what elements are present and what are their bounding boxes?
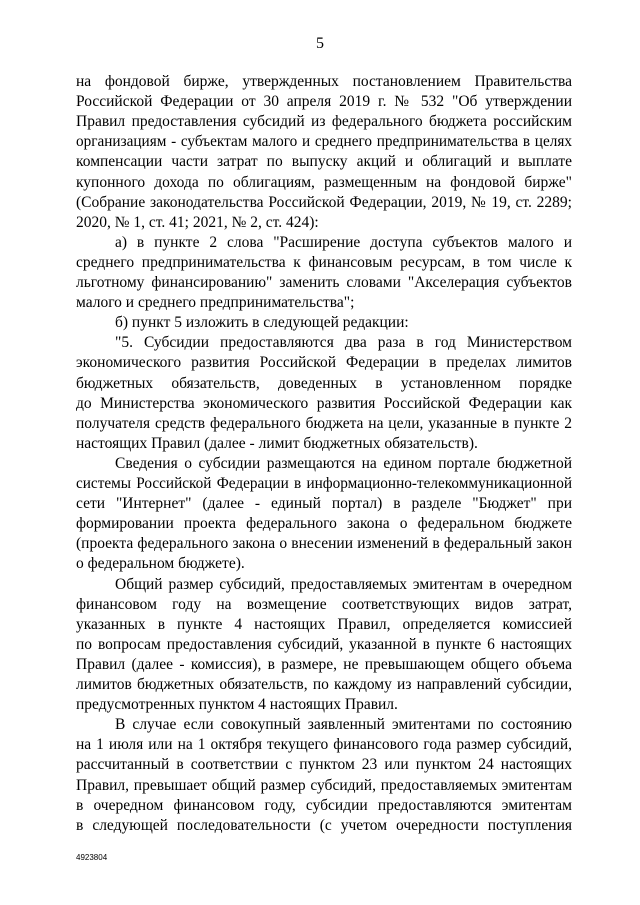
text-line: малого и среднего предпринимательства"; [76,294,355,312]
text-line: В случае если совокупный заявленный эмитентами по состоянию [115,716,572,734]
text-line: рассчитанный в соответствии с пунктом 23 или пунктом 24 настоящих [76,756,572,774]
text-line: на фондовой бирже, утвержденных постановлением Правительства [76,73,572,90]
text-line: Правил, превышает общий размер субсидий, предоставляемых эмитентам [76,776,572,794]
text-line: формировании проекта федерального закона о федеральном бюджете [76,515,572,533]
text-line: о федеральном бюджете). [76,555,245,573]
text-line: купонного дохода по облигациям, размещенным на фондовой бирже" [76,173,572,191]
document-id: 4923804 [76,853,108,862]
text-line: указанных в пункте 4 настоящих Правил, определяется комиссией [76,615,572,633]
text-line: б) пункт 5 изложить в следующей редакции: [115,314,409,332]
text-line: бюджетных обязательств, доведенных в установленном порядке [76,374,572,392]
text-line: компенсации части затрат по выпуску акций и облигаций и выплате [76,153,572,171]
text-line: сети "Интернет" (далее - единый портал) в разделе "Бюджет" при [76,495,572,513]
text-line: лимитов бюджетных обязательств, по каждому из направлений субсидии, [76,676,572,693]
text-line: среднего предпринимательства к финансовым ресурсам, в том числе к [76,253,572,271]
text-line: в очередном финансовом году, субсидии предоставляются эмитентам [76,796,572,814]
text-line: организациям - субъектам малого и среднего предпринимательства в целях [76,133,572,151]
text-line: по вопросам предоставления субсидий, указанной в пункте 6 настоящих [76,635,572,653]
text-line: на 1 июля или на 1 октября текущего финансового года размер субсидий, [76,736,572,754]
text-line: Правил (далее - комиссия), в размере, не превышающем общего объема [76,655,572,673]
text-line: предусмотренных пунктом 4 настоящих Правил. [76,696,398,714]
text-line: в следующей последовательности (с учетом очередности поступления [76,816,572,834]
text-line: "5. Субсидии предоставляются два раза в год Министерством [115,334,572,352]
text-line: экономического развития Российской Федерации в пределах лимитов [76,354,572,372]
text-line: 2020, № 1, ст. 41; 2021, № 2, ст. 424): [76,213,319,231]
text-line: а) в пункте 2 слова "Расширение доступа субъектов малого и [115,233,572,251]
text-line: финансовом году на возмещение соответствующих видов затрат, [76,595,572,613]
text-line: Правил предоставления субсидий из федерального бюджета российским [76,113,572,131]
text-line: настоящих Правил (далее - лимит бюджетных обязательств). [76,434,478,452]
text-line: Сведения о субсидии размещаются на едином портале бюджетной [115,454,572,472]
text-line: (проекта федерального закона о внесении изменений в федеральный закон [76,535,572,553]
text-line: получателя средств федерального бюджета на цели, указанные в пункте 2 [76,414,572,432]
text-line: (Собрание законодательства Российской Федерации, 2019, № 19, ст. 2289; [76,193,572,211]
text-line: Общий размер субсидий, предоставляемых эмитентам в очередном [115,575,572,593]
text-line: системы Российской Федерации в информационно-телекоммуникационной [76,475,572,492]
text-line: до Министерства экономического развития Российской Федерации как [76,394,572,412]
page-number: 5 [316,35,324,52]
text-line: Российской Федерации от 30 апреля 2019 г. № 532 "Об утверждении [76,93,572,111]
text-line: льготному финансированию" заменить словами "Акселерация субъектов [76,274,572,291]
